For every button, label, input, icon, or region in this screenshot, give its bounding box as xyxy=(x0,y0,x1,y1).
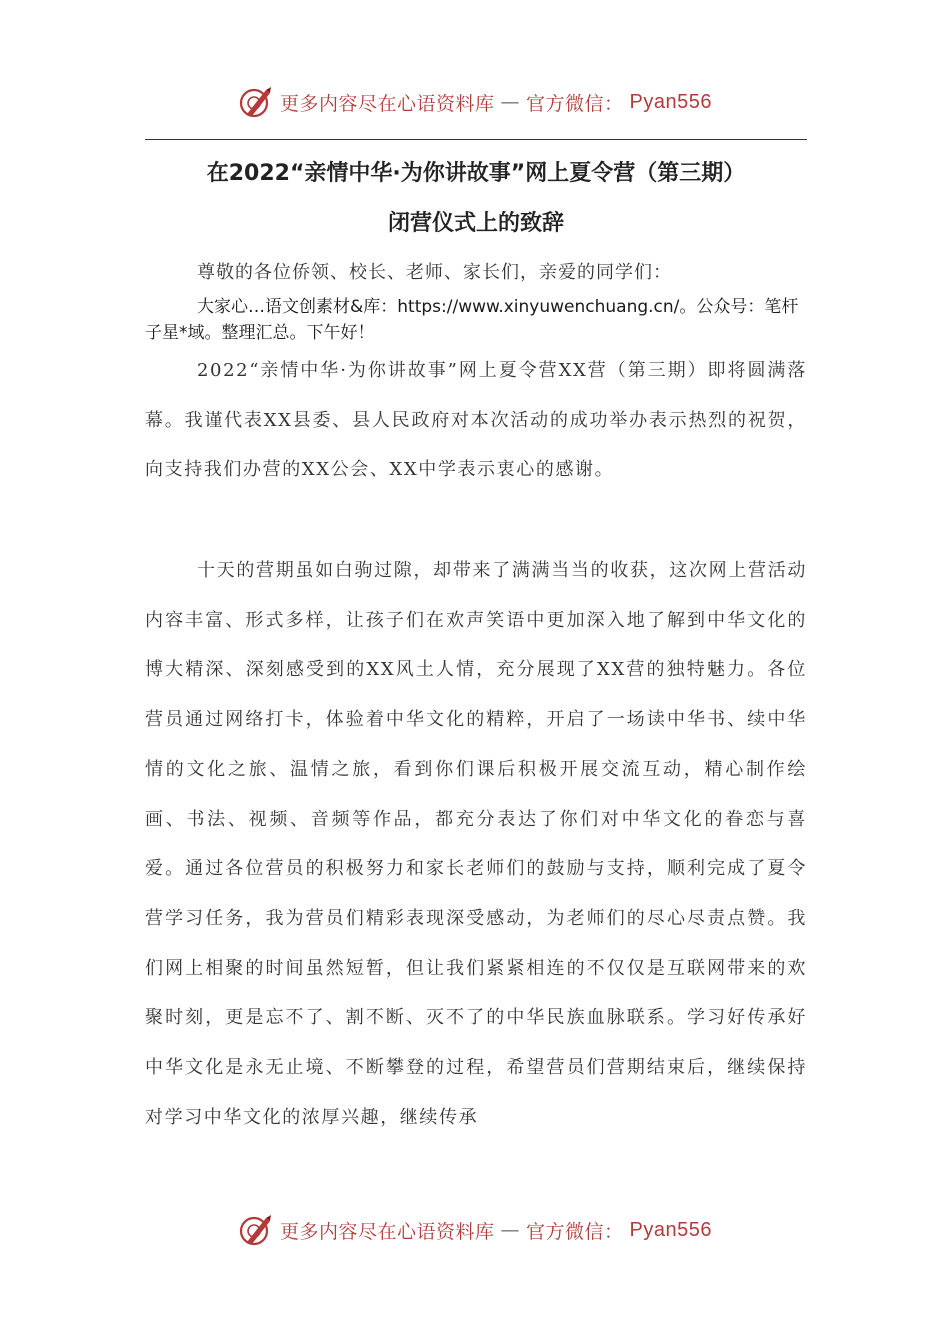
footer-banner xyxy=(0,1210,950,1250)
salutation: 尊敬的各位侨领、校长、老师、家长们，亲爱的同学们： xyxy=(197,262,672,283)
banner-wechat-id: Pyan556 xyxy=(629,90,712,113)
document-title-line2: 闭营仪式上的致辞 xyxy=(387,211,564,236)
header-divider xyxy=(145,139,807,140)
body-paragraph-1: 2022“亲情中华·为你讲故事”网上夏令营XX营（第三期）即将圆满落幕。我谨代表XX县委、县人民政府对本次活动的成功举办表示热烈的祝贺，向支持我们办营的XX公会、XX中学表示衷心的感谢。 xyxy=(145,360,807,481)
body-paragraph-2: 十天的营期虽如白驹过隙，却带来了满满当当的收获，这次网上营活动内容丰富、形式多样，让孩子们在欢声笑语中更加深入地了解到中华文化的博大精深、深刻感受到的XX风土人情，充分展现了XX营的独特魅力。各位营员通过网络打卡，体验着中华文化的精粹，开启了一场读中华书、续中华情的文化之旅、温情之旅，看到你们课后积极开展交流互动，精心制作绘画、书法、视频、音频等作品，都充分表达了你们对中华文化的眷恋与喜爱。通过各位营员的积极努力和家长老师们的鼓励与支持，顺利完成了夏令营学习任务，我为营员们精彩表现深受感动，为老师们的尽心尽责点赞。我们网上相聚的时间虽然短暂，但让我们紧紧相连的不仅仅是互联网带来的欢聚时刻，更是忘不了、割不断、灭不了的中华民族血脉联系。学习好传承好中华文化是永无止境、不断攀登的过程，希望营员们营期结束后，继续保持对学习中华文化的浓厚兴趣，继续传承 xyxy=(145,560,807,1128)
header-banner xyxy=(0,82,950,122)
source-note: 大家心…语文创素材&库：https://www.xinyuwenchuang.cn/。公众号：笔杆子星*域。整理汇总。下午好！ xyxy=(145,297,799,343)
banner-wechat-label: 官方微信： xyxy=(526,1220,624,1243)
banner-main-text: 更多内容尽在心语资料库 xyxy=(280,92,495,115)
pen-nib-logo-icon xyxy=(238,1212,274,1248)
banner-wechat-id: Pyan556 xyxy=(629,1218,712,1241)
pen-nib-logo-icon xyxy=(238,84,274,120)
banner-separator: — xyxy=(500,1219,521,1241)
document-title-line1: 在2022“亲情中华·为你讲故事”网上夏令营（第三期） xyxy=(206,161,746,186)
banner-separator: — xyxy=(500,91,521,113)
banner-wechat-label: 官方微信： xyxy=(526,92,624,115)
banner-main-text: 更多内容尽在心语资料库 xyxy=(280,1220,495,1243)
